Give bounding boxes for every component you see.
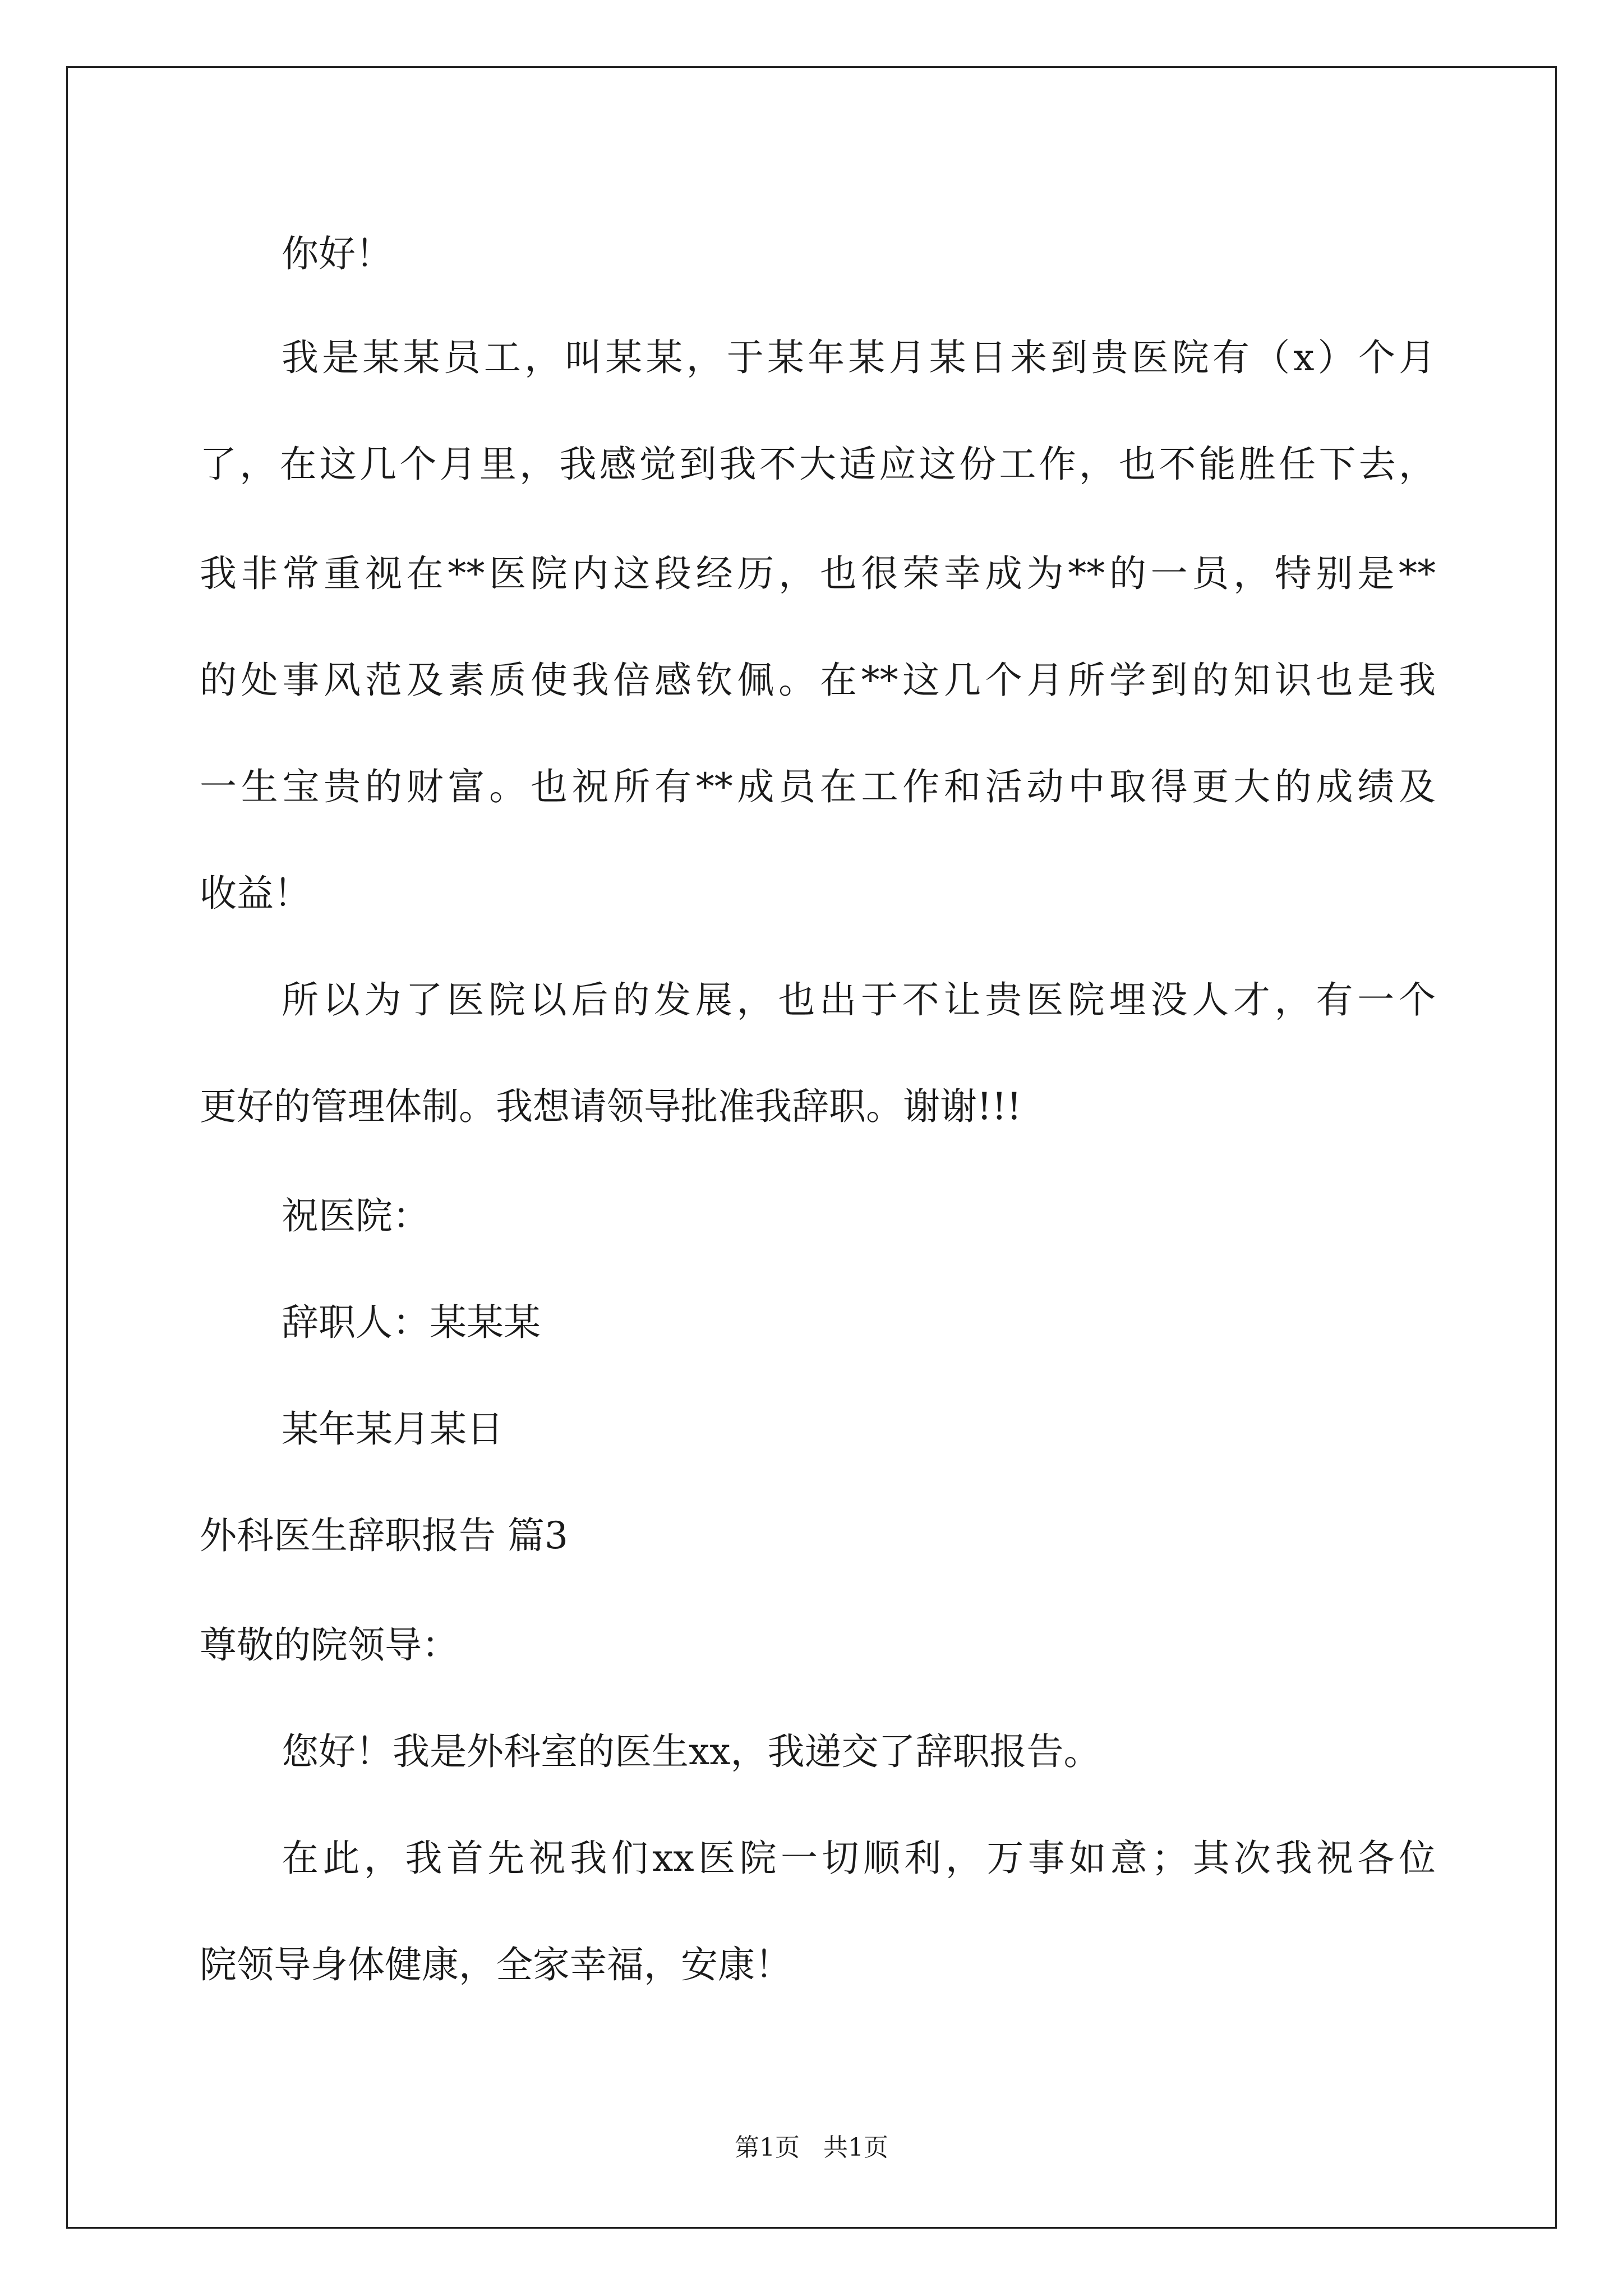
closing-wish: 祝医院： (282, 1194, 430, 1237)
paragraph-line: 我非常重视在**医院内这段经历，也很荣幸成为**的一员，特别是** (200, 552, 1436, 595)
paragraph-line: 收益！ (200, 872, 311, 915)
signature-date: 某年某月某日 (282, 1407, 504, 1451)
page-border (66, 66, 1557, 2229)
paragraph-line: 更好的管理体制。我想请领导批准我辞职。谢谢!!! (200, 1085, 1022, 1128)
greeting-line: 你好！ (282, 232, 393, 275)
paragraph-line: 所以为了医院以后的发展，也出于不让贵医院埋没人才，有一个 (282, 978, 1436, 1022)
signature-name: 辞职人：某某某 (282, 1301, 541, 1344)
paragraph-line: 我是某某员工，叫某某，于某年某月某日来到贵医院有（x）个月 (282, 336, 1436, 379)
paragraph-line: 院领导身体健康，全家幸福，安康！ (200, 1943, 792, 1986)
section-title: 外科医生辞职报告 篇3 (200, 1514, 568, 1557)
paragraph-line: 的处事风范及素质使我倍感钦佩。在**这几个月所学到的知识也是我 (200, 659, 1436, 702)
paragraph-line: 在此，我首先祝我们xx医院一切顺利，万事如意；其次我祝各位 (282, 1837, 1436, 1880)
paragraph-line: 一生宝贵的财富。也祝所有**成员在工作和活动中取得更大的成绩及 (200, 765, 1436, 808)
salutation: 尊敬的院领导： (200, 1623, 459, 1667)
page-number-footer: 第1页 共1页 (735, 2133, 888, 2162)
paragraph-line: 了，在这几个月里，我感觉到我不大适应这份工作，也不能胜任下去， (200, 443, 1436, 486)
paragraph-line: 您好！我是外科室的医生xx，我递交了辞职报告。 (282, 1730, 1101, 1773)
